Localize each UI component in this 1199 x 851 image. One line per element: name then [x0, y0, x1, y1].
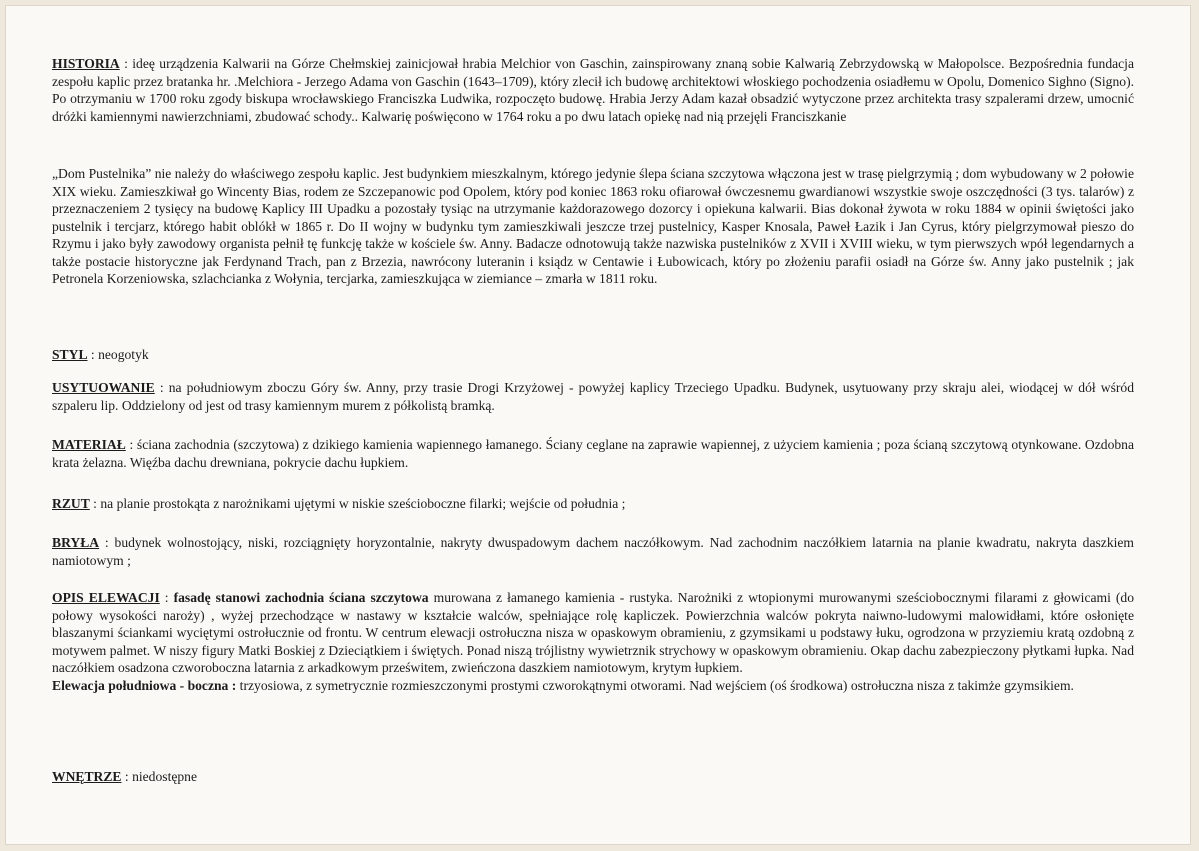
rzut-paragraph: [52, 495, 1134, 513]
opis-elewacji-text: murowana z łamanego kamienia - rustyka. Narożniki z wtopionymi murowanymi sześciobocznymi filarami z głowicami (do połowy wysokości naroży) , wyżej przechodzące w nastawy w kształcie walców, spełniające rolę kapliczek. Powierzchnia walców pokryta naiwno-ludowymi malowidłami, które osłonięte blaszanymi ściankami wyciętymi ostrołucznie od frontu. W centrum elewacji ostrołuczna nisza w opaskowym obramieniu, z gzymsikami u podstawy łuku, ogrodzona w przyziemiu kratą ozdobną z motywem palmet. W niszy figury Matki Boskiej z Dzieciątkiem i świętych. Ponad niszą trójlistny wywietrznik strychowy w opaskowym obramieniu. Okap dachu zabezpieczony płytkami łupka. Nad naczółkiem osadzona czworoboczna latarnia z arkadkowym prześwitem, zwieńczona daszkiem namiotowym, krytym łupkiem.: [52, 590, 1135, 675]
rzut-heading: RZUT: [52, 496, 90, 511]
rzut-text: : na planie prostokąta z narożnikami ujętymi w niskie sześcioboczne filarki; wejście od południa ;: [89, 496, 626, 511]
opis-elewacji-heading: OPIS ELEWACJI: [52, 590, 160, 605]
styl-paragraph: [52, 346, 1134, 364]
opis-elewacji-paragraph: [52, 589, 1134, 694]
usytuowanie-text: : na południowym zboczu Góry św. Anny, przy trasie Drogi Krzyżowej - powyżej kaplicy Trzeciego Upadku. Budynek, usytuowany przy skraju alei, wiodącej w dół wśród szpaleru lip. Oddzielony od jest od trasy kamiennym murem z półkolistą bramką.: [52, 380, 1134, 413]
historia-heading: HISTORIA: [52, 56, 120, 71]
opis-elewacji-bold-text: fasadę stanowi zachodnia ściana szczytowa: [173, 590, 429, 605]
styl-heading: STYL: [52, 347, 88, 362]
bryla-paragraph: [52, 534, 1134, 569]
elewacja-poludniowa-heading: Elewacja południowa - boczna :: [52, 677, 237, 693]
historia-text: : ideę urządzenia Kalwarii na Górze Chełmskiej zainicjował hrabia Melchior von Gaschin, zainspirowany znaną sobie Kalwarią Zebrzydowską w Małopolsce. Bezpośrednia fundacja zespołu kaplic przez bratanka hr. .Melchiora - Jerzego Adama von Gaschin (1643–1709), który zlecił ich budowę architektowi włoskiego pochodzenia osiadłemu w Opolu, Domenico Sighno (Signo). Po otrzymaniu w 1700 roku zgody biskupa wrocławskiego Franciszka Ludwika, rozpoczęto budowę. Hrabia Jerzy Adam kazał obsadzić wytyczone przez architekta trasy szpalerami drzew, umocnić dróżki kamiennymi nawierzchniami, zbudować schody.. Kalwarię poświęcono w 1764 roku a po dwu latach opiekę nad nią przejęli Franciszkanie: [52, 56, 1134, 124]
historia-paragraph: [52, 55, 1134, 125]
bryla-text: : budynek wolnostojący, niski, rozciągnięty horyzontalnie, nakryty dwuspadowym dachem naczółkowym. Nad zachodnim naczółkiem latarnia na planie kwadratu, nakryta daszkiem namiotowym ;: [52, 535, 1134, 568]
usytuowanie-heading: USYTUOWANIE: [52, 380, 155, 395]
elewacja-poludniowa-text: trzyosiowa, z symetrycznie rozmieszczonymi prostymi czworokątnymi otworami. Nad wejściem (oś środkowa) ostrołuczna nisza z takimże gzymsikiem.: [236, 677, 1074, 693]
opis-elewacji-separator: :: [159, 590, 174, 605]
styl-text: : neogotyk: [87, 347, 149, 362]
document-page: [6, 6, 1190, 844]
dom-pustelnika-paragraph: [52, 165, 1134, 288]
material-heading: MATERIAŁ: [52, 437, 126, 452]
material-text: : ściana zachodnia (szczytowa) z dzikiego kamienia wapiennego łamanego. Ściany ceglane na zaprawie wapiennej, z użyciem kamienia ; poza ścianą szczytową otynkowane. Ozdobna krata żelazna. Więźba dachu drewniana, pokrycie dachu łupkiem.: [52, 437, 1134, 470]
wnetrze-heading: WNĘTRZE: [52, 769, 122, 784]
bryla-heading: BRYŁA: [52, 535, 100, 550]
material-paragraph: [52, 436, 1134, 471]
wnetrze-text: : niedostępne: [121, 769, 198, 784]
wnetrze-paragraph: [52, 768, 1134, 786]
dom-pustelnika-text: „Dom Pustelnika” nie należy do właściwego zespołu kaplic. Jest budynkiem mieszkalnym, którego jedynie ślepa ściana szczytowa włączona jest w trasę pielgrzymią ; dom wybudowany w 2 połowie XIX wieku. Zamieszkiwał go Wincenty Bias, rodem ze Szczepanowic pod Opolem, który pod koniec 1863 roku ofiarował ówczesnemu gwardianowi wszystkie swoje oszczędności (3 tys. talarów) z przeznaczeniem 2 tysięcy na budowę Kaplicy III Upadku a pozostały tysiąc na utrzymanie każdorazowego dozorcy i opiekuna kalwarii. Bias dokonał żywota w roku 1884 w opinii świętości jako pustelnik i tercjarz, którego habit oblókł w 1865 r. Do II wojny w budynku tym zamieszkiwali jeszcze trzej pustelnicy, Kasper Knosala, Paweł Łazik i Jan Cyrus, który pielgrzymował pieszo do Rzymu i jako były zawodowy organista pełnił tę funkcję także w kościele św. Anny. Badacze odnotowują także nazwiska pustelników z XVII i XVIII wieku, w tym pierwszych wpół legendarnych a także postacie historyczne jak Ferdynand Trach, pan z Brzezia, nawrócony luteranin i ksiądz w Centawie i Łubowicach, który po złożeniu parafii osiadł na Górze św. Anny jako pustelnik ; jak Petronela Korzeniowska, szlachcianka z Wołynia, tercjarka, zamieszkująca w ziemiance – zmarła w 1811 roku.: [52, 166, 1134, 286]
usytuowanie-paragraph: [52, 379, 1134, 414]
